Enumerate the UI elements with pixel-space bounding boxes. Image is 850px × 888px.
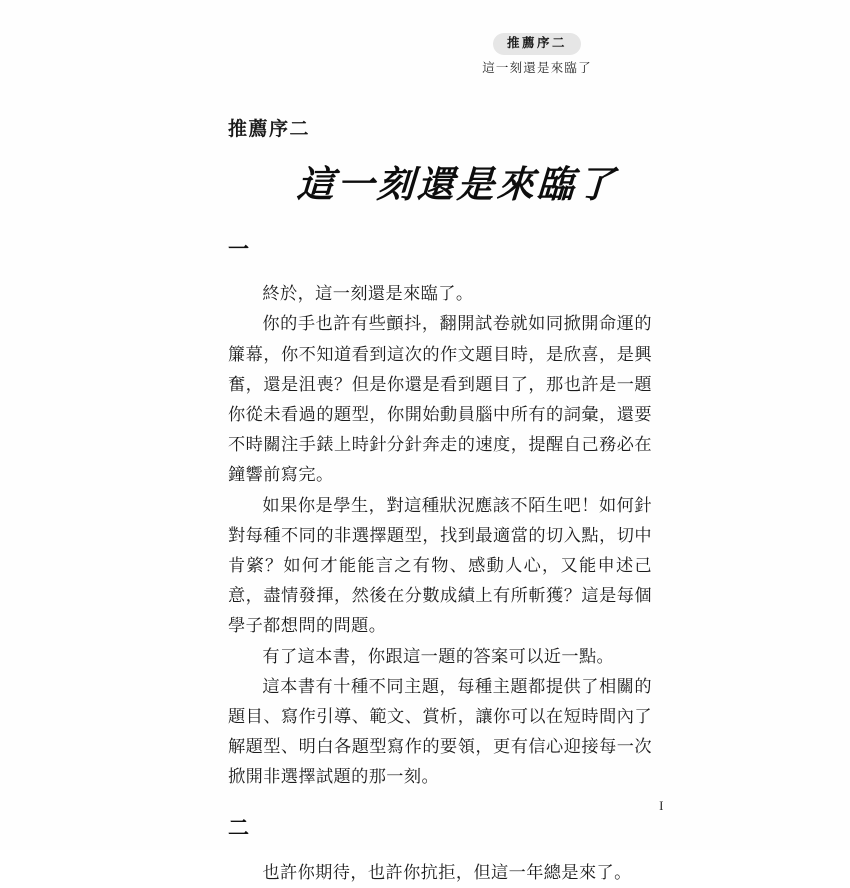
preface-kicker: 推薦序二: [228, 118, 311, 140]
paragraph: 有了這本書，你跟這一題的答案可以近一點。: [262, 646, 615, 666]
section-marker-one: 一: [228, 237, 250, 261]
paragraph: 這本書有十種不同主題，每種主題都提供了相關的題目、寫作引導、範文、賞析，讓你可以在短時間內了解題型、明白各題型寫作的要領，更有信心迎接每一次掀開非選擇試題的那一刻。: [228, 676, 652, 787]
page-title: 這一刻還是來臨了: [295, 161, 619, 206]
paragraph: 你的手也許有些顫抖，翻開試卷就如同掀開命運的簾幕，你不知道看到這次的作文題目時，是欣喜，是興奮，還是沮喪？但是你還是看到題目了，那也許是一題你從未看過的題型，你開始動員腦中所有的詞彙，還要不時關注手錶上時針分針奔走的速度，提醒自己務必在鐘響前寫完。: [228, 314, 652, 485]
running-header-badge: 推薦序二: [493, 33, 581, 55]
paragraph: 終於，這一刻還是來臨了。: [262, 284, 474, 304]
running-header-subtitle: 這一刻還是來臨了: [482, 60, 592, 75]
running-header: [417, 33, 657, 76]
paragraph: 如果你是學生，對這種狀況應該不陌生吧！如何針對每種不同的非選擇題型，找到最適當的切入點，切中肯綮？如何才能能言之有物、感動人心，又能申述己意，盡情發揮，然後在分數成績上有所斬獲？這是每個學子都想問的問題。: [228, 495, 652, 636]
body-column: [228, 238, 652, 888]
section-marker-two: 二: [228, 815, 250, 840]
page-number: I: [659, 798, 664, 813]
paragraph: 也許你期待，也許你抗拒，但這一年總是來了。: [262, 862, 632, 882]
title-block: [228, 118, 658, 207]
